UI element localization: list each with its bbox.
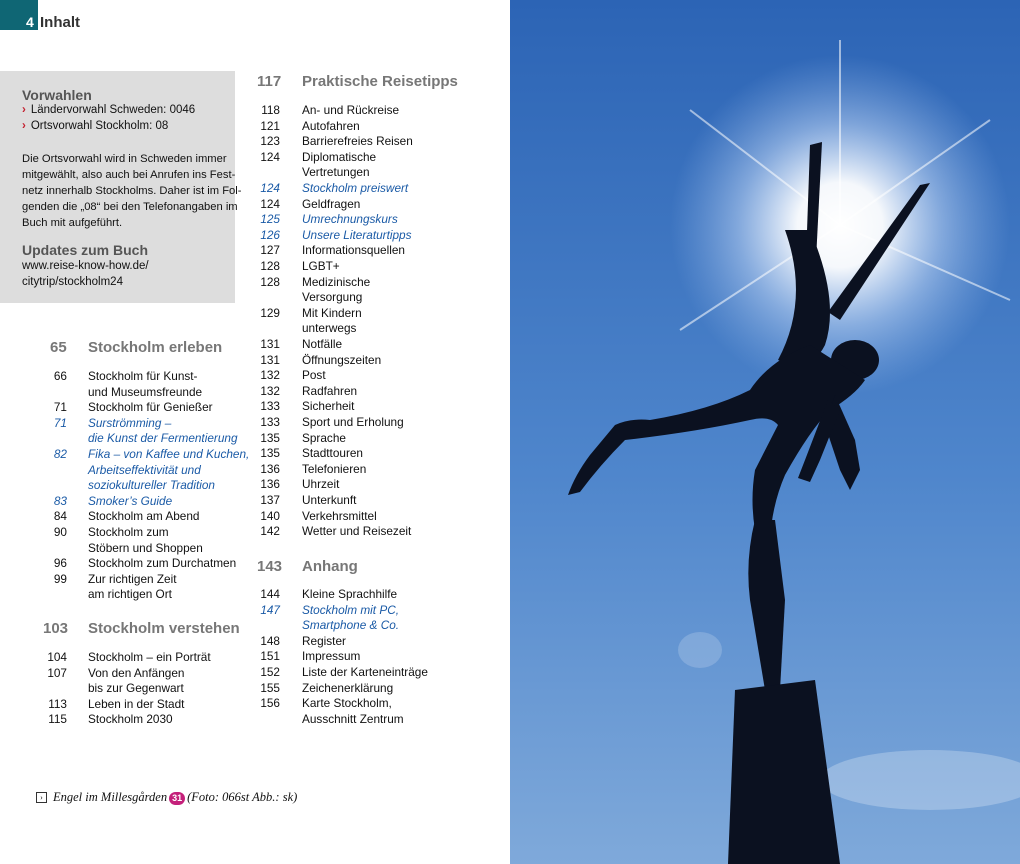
arrow-box-icon: › [36,792,47,803]
toc-page-number: 148 [260,633,280,648]
toc-entry[interactable]: Unterkunft [302,493,357,507]
chevron-right-icon: › [22,104,26,116]
toc-page-number: 131 [260,337,280,351]
toc-page-number: 133 [260,399,280,414]
toc-entry[interactable]: Sprache [302,430,346,445]
toc-page-number: 83 [53,493,67,508]
toc-entry[interactable]: Surströmming – [88,415,172,430]
toc-entry[interactable]: Zeichenerklärung [302,680,394,695]
toc-entry[interactable]: Arbeitseffektivität und [88,462,201,477]
info-box [0,71,242,303]
toc-entry[interactable]: Sport und Erholung [302,415,404,429]
toc-entry[interactable]: Verkehrsmittel [302,508,377,523]
section-number: 65 [50,339,67,356]
toc-page-number: 66 [53,369,67,383]
toc-entry[interactable]: Stockholm zum Durchatmen [88,556,237,571]
toc-entry[interactable]: Zur richtigen Zeit [88,571,177,586]
toc-entry[interactable]: Fika – von Kaffee und Kuchen, [88,447,250,461]
toc-page-number: 155 [260,680,280,695]
toc-entry[interactable]: die Kunst der Fermentierung [88,431,238,446]
toc-entry[interactable]: Stockholm – ein Porträt [88,650,211,664]
toc-page-number: 142 [260,524,280,539]
toc-entry[interactable]: und Museumsfreunde [88,384,203,399]
toc-entry[interactable]: am richtigen Ort [88,587,172,602]
toc-entry[interactable]: Unsere Literaturtipps [302,227,412,242]
toc-page-number: 147 [260,602,280,617]
toc-entry[interactable]: Geldfragen [302,196,361,211]
toc-entry[interactable]: Post [302,368,326,383]
toc-page-number: 136 [260,461,280,476]
toc-page-number: 132 [260,383,280,398]
infobox-heading-updates: Updates zum Buch [22,242,149,258]
toc-entry[interactable]: Sicherheit [302,399,355,414]
toc-entry[interactable]: Karte Stockholm, [302,696,392,711]
toc-entry[interactable]: Notfälle [302,337,342,351]
page-title: Inhalt [40,14,80,31]
toc-page-number: 156 [260,696,280,711]
infobox-paragraph: Die Ortsvorwahl wird in Schweden immer mitgewählt, also auch bei Anrufen ins Fest- netz innerhalb Stockholms. Daher ist im Fol- genden die „08“ bei den Telefonangaben im Buch mit aufgeführt. [22,153,242,229]
toc-entry[interactable]: Stockholm am Abend [88,509,200,524]
toc-page-number: 131 [260,352,280,367]
toc-entry[interactable]: Stockholm mit PC, [302,602,400,617]
toc-page-number: 128 [260,259,280,273]
section-title: Praktische Reisetipps [302,73,458,90]
toc-entry[interactable]: An- und Rückreise [302,103,400,117]
toc-entry[interactable]: Kleine Sprachhilfe [302,587,398,601]
toc-entry[interactable]: Stöbern und Shoppen [88,540,203,555]
toc-entry[interactable]: Leben in der Stadt [88,696,185,711]
toc-page-number: 115 [48,712,67,727]
toc-entry[interactable]: Register [302,633,346,648]
toc-entry[interactable]: Smoker’s Guide [88,493,173,508]
update-url[interactable]: citytrip/stockholm24 [22,276,123,288]
toc-page-number: 113 [48,696,67,711]
toc-page-number: 124 [260,196,280,211]
toc-entry[interactable]: soziokultureller Tradition [88,478,215,493]
toc-page-number: 144 [260,587,280,601]
toc-page-number: 71 [53,415,67,430]
toc-entry[interactable]: unterwegs [302,321,357,336]
toc-page-number: 118 [261,103,280,117]
toc-page-number: 127 [260,243,280,258]
toc-page-number: 129 [260,305,280,320]
toc-entry[interactable]: Stockholm zum [88,525,169,539]
toc-page-number: 128 [260,274,280,289]
section-title: Anhang [302,558,358,575]
page-number: 4 [26,14,34,30]
toc-entry[interactable]: Ausschnitt Zentrum [302,711,404,726]
toc-page-number: 121 [260,118,280,133]
toc-entry[interactable]: Vertretungen [302,165,370,180]
section-title: Stockholm verstehen [88,620,240,637]
toc-page-number: 123 [260,134,280,149]
section-title: Stockholm erleben [88,339,223,356]
photo-illustration [510,0,1020,864]
toc-page-number: 90 [53,525,67,539]
toc-entry[interactable]: Autofahren [302,118,360,133]
toc-entry[interactable]: Wetter und Reisezeit [302,524,412,539]
toc-entry[interactable]: Impressum [302,649,361,664]
toc-page-number: 124 [260,181,280,195]
toc-page-number: 137 [260,493,280,507]
toc-page-number: 84 [53,509,67,524]
infobox-line: › Ortsvorwahl Stockholm: 08 [22,120,169,132]
toc-page-number: 132 [260,368,280,383]
toc-entry[interactable]: Mit Kindern [302,305,362,320]
toc-entry[interactable]: Radfahren [302,383,358,398]
toc-page-number: 96 [53,556,67,571]
toc-page-number: 140 [260,508,280,523]
toc-entry[interactable]: Stockholm preiswert [302,181,409,195]
toc-page-number: 135 [260,430,280,445]
infobox-heading-vorwahlen: Vorwahlen [22,87,92,103]
photo-caption: › Engel im Millesgården 31 (Foto: 066st Abb.: sk) [36,790,297,805]
toc-entry[interactable]: bis zur Gegenwart [88,681,184,696]
section-number: 143 [257,558,283,575]
toc-page-number: 124 [260,149,280,164]
toc-entry[interactable]: Diplomatische [302,149,377,164]
toc-entry[interactable]: Versorgung [302,290,363,305]
toc-entry[interactable]: Von den Anfängen [88,665,185,680]
toc-page-number: 133 [260,415,280,429]
toc-entry[interactable]: Stockholm für Genießer [88,400,213,415]
toc-entry[interactable]: Barrierefreies Reisen [302,134,413,149]
toc-entry[interactable]: Stockholm für Kunst- [88,369,198,383]
section-number: 117 [257,73,282,90]
toc-entry[interactable]: Umrechnungskurs [302,212,398,227]
chevron-right-icon: › [22,120,26,132]
toc-entry[interactable]: Informationsquellen [302,243,405,258]
section-number: 103 [43,620,69,637]
toc-page-number: 99 [53,571,67,586]
toc-entry[interactable]: Stockholm 2030 [88,712,173,727]
angel-sculpture-photo [510,0,1020,864]
toc-page-number: 126 [260,227,280,242]
toc-page-number: 104 [47,650,67,664]
map-number-badge: 31 [169,792,185,805]
toc-page-number: 125 [260,212,280,227]
toc-page-number: 136 [260,477,280,492]
toc-page-number: 82 [53,447,67,461]
toc-page-number: 107 [47,665,67,680]
toc-entry[interactable]: LGBT+ [302,259,340,273]
toc-entry[interactable]: Telefonieren [302,461,367,476]
toc-entry[interactable]: Medizinische [302,274,371,289]
toc-entry[interactable]: Öffnungszeiten [302,352,382,367]
update-url[interactable]: www.reise-know-how.de/ [22,260,149,272]
toc-page-number: 71 [53,400,67,415]
toc-entry[interactable]: Stadttouren [302,446,363,461]
toc-entry[interactable]: Smartphone & Co. [302,618,400,633]
toc-page-number: 151 [260,649,280,664]
toc-page-number: 152 [260,665,280,679]
toc-entry[interactable]: Uhrzeit [302,477,340,492]
toc-page-number: 135 [260,446,280,461]
toc-entry[interactable]: Liste der Karteneinträge [302,665,428,679]
infobox-line: › Ländervorwahl Schweden: 0046 [22,104,196,116]
